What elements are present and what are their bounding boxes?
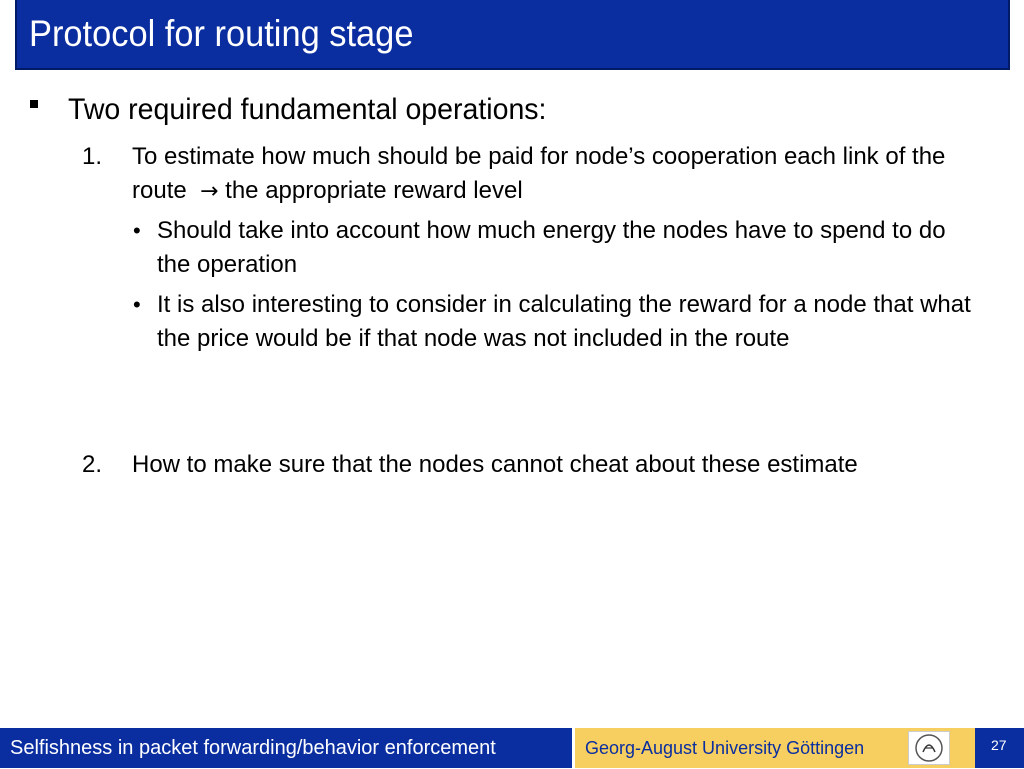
sub-bullet-text: Should take into account how much energy the nodes have to spend to do the operation — [157, 217, 946, 278]
footer — [0, 728, 1024, 768]
sub-bullet-text: It is also interesting to consider in calculating the reward for a node that what the price would be if that node was not included in the route — [157, 291, 971, 352]
slide-title: Protocol for routing stage — [29, 13, 414, 54]
item-number: 1. — [82, 143, 103, 170]
item-text: How to make sure that the nodes cannot cheat about these estimate — [132, 451, 858, 478]
university-seal-icon — [908, 731, 950, 765]
square-bullet-icon — [30, 100, 38, 108]
item-text-before-arrow: To estimate how much should be paid for node’s cooperation each link of the route — [132, 143, 946, 204]
page-number-box — [975, 728, 1024, 768]
dot-bullet-icon: • — [133, 218, 141, 243]
dot-bullet-icon: • — [133, 292, 141, 317]
footer-university — [575, 728, 975, 768]
main-bullet-text: Two required fundamental operations: — [68, 93, 547, 126]
item-text-after-arrow: the appropriate reward level — [225, 177, 523, 204]
item-number: 2. — [82, 451, 103, 478]
university-name: Georg-August University Göttingen — [585, 738, 865, 758]
page-number: 27 — [991, 737, 1007, 753]
footer-course-title — [0, 728, 572, 768]
footer-course-text: Selfishness in packet forwarding/behavior enforcement — [10, 737, 496, 759]
item-text — [132, 140, 982, 209]
right-arrow-icon: → — [200, 179, 219, 204]
